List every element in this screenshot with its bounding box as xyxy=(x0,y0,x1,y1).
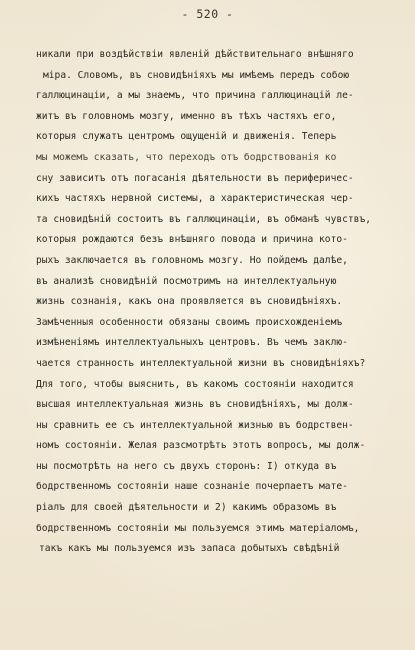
text-line: высшая интеллектуальная жизнь въ сновидѣніяхъ, мы долж- xyxy=(36,399,354,411)
text-line: которыя служатъ центромъ ощущеній и движенія. Теперь xyxy=(36,131,337,143)
text-line: измѣненіямъ интеллектуальныхъ центровъ. Въ чемъ заклю- xyxy=(36,337,348,349)
text-line: Замѣченныя особенности обязаны своимъ происхожденіемъ xyxy=(36,316,343,328)
text-line: міра. Словомъ, въ сновидѣніяхъ мы имѣемъ передъ собою xyxy=(43,69,350,81)
text-line: ны сравнить ее съ интеллектуальной жизнью въ бодрствен- xyxy=(36,419,354,431)
text-line: ны посмотрѣть на него съ двухъ сторонъ: I) откуда въ xyxy=(36,460,337,472)
text-line: чается странность интеллектуальной жизни въ сновидѣніяхъ? xyxy=(36,357,366,369)
text-line: никали при воздѣйствіи явленій дѣйствительнаго внѣшняго xyxy=(36,49,354,60)
text-line: такъ какъ мы пользуемся изъ запаса добытыхъ свѣдѣній xyxy=(39,543,340,555)
body-text xyxy=(36,45,408,560)
page-number: - 520 - xyxy=(181,7,234,21)
text-line: Для того, чтобы выяснить, въ какомъ состояніи находится xyxy=(36,378,354,390)
text-line: жизнь сознанія, какъ она проявляется въ сновидѣніяхъ. xyxy=(36,296,343,308)
text-line: ріалъ для своей дѣятельности и 2) какимъ образомъ въ xyxy=(36,502,337,514)
text-line: рыхъ заключается въ головномъ мозгу. Но пойдемъ далѣе, xyxy=(36,254,348,266)
text-line: въ анализѣ сновидѣній посмотримъ на интеллектуальную xyxy=(36,275,337,287)
text-line: бодрственномъ состояніи мы пользуемся этимъ матеріаломъ, xyxy=(36,522,360,534)
text-line: бодрственномъ состояніи наше сознаніе почерпаетъ мате- xyxy=(36,481,348,493)
text-line: житъ въ головномъ мозгу, именно въ тѣхъ частяхъ его, xyxy=(36,110,337,122)
text-line: кихъ частяхъ нервной системы, а характеристическая чер- xyxy=(36,193,354,205)
text-line: сну зависитъ отъ погасанія дѣятельности въ периферичес- xyxy=(36,172,354,184)
text-line: та сновидѣній состоитъ въ галлюцинаціи, въ обманѣ чувствъ, xyxy=(36,213,372,225)
text-line: галлюцинаціи, а мы знаемъ, что причина галлюцинацій ле- xyxy=(36,90,354,102)
text-line: мы можемъ сказать, что переходъ отъ бодрствованія ко xyxy=(36,151,337,163)
text-line: номъ состояніи. Желая разсмотрѣть этотъ вопросъ, мы долж- xyxy=(36,440,366,452)
text-line: которыя рождаются безъ внѣшняго повода и причина кото- xyxy=(36,234,348,246)
